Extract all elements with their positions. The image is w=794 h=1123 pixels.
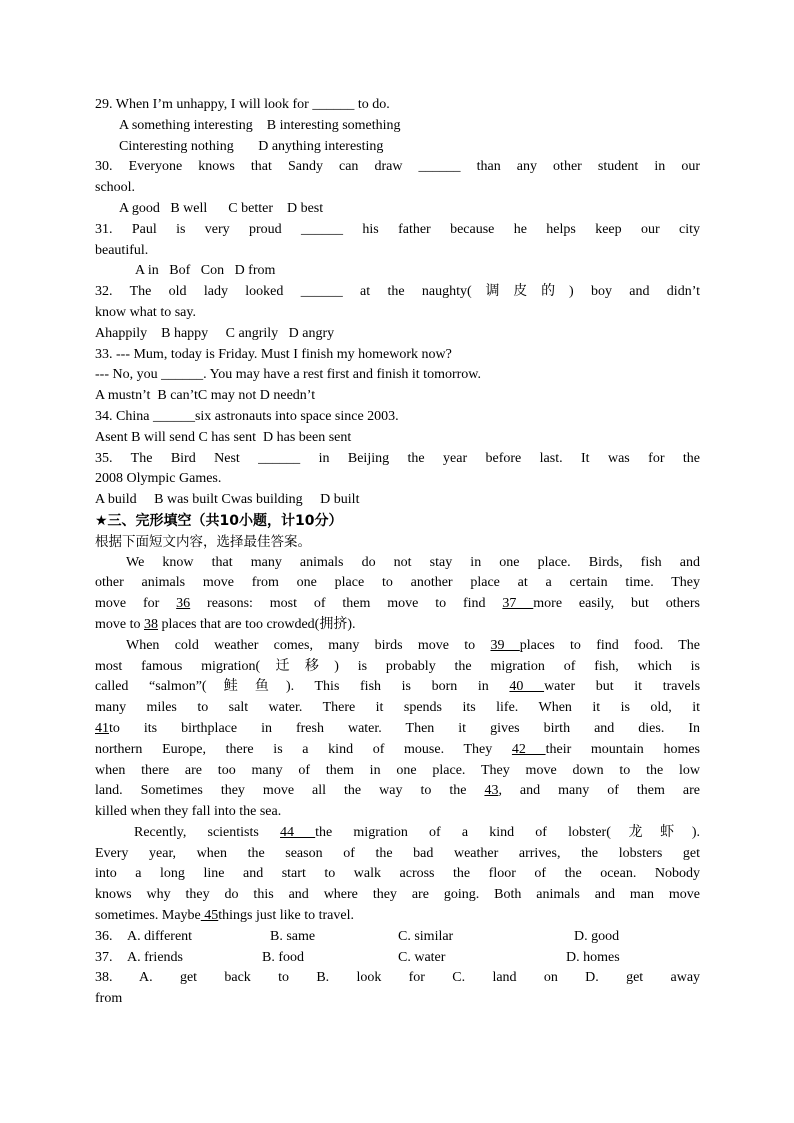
section-instruction: 根据下面短文内容，选择最佳答案。 xyxy=(95,533,311,550)
blank-42: 42 xyxy=(511,741,546,757)
q35-options: A build B was built Cwas building D built xyxy=(95,492,360,508)
q33-stem-1: 33. --- Mum, today is Friday. Must I finish my homework now? xyxy=(95,346,452,362)
blank-41: 41 xyxy=(95,720,109,736)
section-title: ★三、完形填空（共10小题，计10分） xyxy=(95,512,343,529)
q31-stem-1: 31. Paul is very proud ______ his father because he helps keep our city xyxy=(95,221,700,237)
q30-options: A good B well C better D best xyxy=(119,200,324,216)
passage-p3-line2: Every year, when the season of the bad weather arrives, the lobsters get xyxy=(95,845,700,861)
q32-stem-1: 32. The old lady looked ______ at the naughty(调皮的) boy and didn’t xyxy=(95,284,700,300)
q29-stem: 29. When I’m unhappy, I will look for ______ to do. xyxy=(95,97,390,112)
q30-stem-1: 30. Everyone knows that Sandy can draw ______ than any other student in our xyxy=(95,159,700,175)
exam-page xyxy=(95,95,700,1010)
q29-options-2: Cinteresting nothing D anything interesting xyxy=(119,138,384,154)
passage-p2-line7: when there are too many of them in one place. They move down to the low xyxy=(95,762,700,778)
blank-45: 45 xyxy=(200,908,219,924)
passage-p1-line2: other animals move from one place to another place at a certain time. They xyxy=(95,575,700,591)
q30-stem-2: school. xyxy=(95,180,136,196)
passage-p2-line6: northern Europe, there is a kind of mouse. They 42 their mountain homes xyxy=(95,741,700,757)
passage-p3-line1: Recently, scientists 44 the migration of a kind of lobster(龙虾). xyxy=(134,824,700,840)
blank-36: 36 xyxy=(176,596,191,612)
q35-stem-1: 35. The Bird Nest ______ in Beijing the year before last. It was for the xyxy=(95,450,700,466)
q34-options: Asent B will send C has sent D has been sent xyxy=(95,429,352,445)
passage-p2-line2: most famous migration(迁移) is probably the migration of fish, which is xyxy=(95,658,700,674)
answer-row-38: 38. A. get back to B. look for C. land on D. get away xyxy=(95,970,701,986)
passage-p2-line5: 41to its birthplace in fresh water. Then it gives birth and dies. In xyxy=(95,720,700,736)
passage-p3-line3: into a long line and start to walk across the floor of the ocean. Nobody xyxy=(95,866,700,882)
answer-row-37: 37. A. friends B. food C. water D. homes xyxy=(95,949,620,965)
passage-p3-line4: knows why they do this and where they are going. Both animals and man move xyxy=(95,887,700,903)
answer-row-38-cont: from xyxy=(95,991,123,1007)
q34-stem: 34. China ______six astronauts into space since 2003. xyxy=(95,408,399,424)
passage-p3-line5: sometimes. Maybe 45things just like to travel. xyxy=(95,908,354,924)
blank-39: 39 xyxy=(490,637,520,653)
q35-stem-2: 2008 Olympic Games. xyxy=(95,471,222,487)
blank-44: 44 xyxy=(280,824,316,840)
passage-p2-line8: land. Sometimes they move all the way to the 43, and many of them are xyxy=(95,783,700,799)
blank-40: 40 xyxy=(509,679,545,695)
q33-options: A mustn’t B can’tC may not D needn’t xyxy=(95,388,316,404)
q31-options: A in Bof Con D from xyxy=(135,263,276,279)
q31-stem-2: beautiful. xyxy=(95,242,149,258)
passage-p1-line3: move for 36 reasons: most of them move to find 37 more easily, but others xyxy=(95,596,700,612)
passage-p1-line1: We know that many animals do not stay in one place. Birds, fish and xyxy=(126,554,700,570)
passage-p2-line9: killed when they fall into the sea. xyxy=(95,804,282,820)
passage-p1-line4: move to 38 places that are too crowded(拥挤). xyxy=(95,616,356,632)
passage-p2-line3: called “salmon”(鲑鱼). This fish is born in 40 water but it travels xyxy=(95,679,701,695)
q29-options-1: A something interesting B interesting something xyxy=(119,117,401,133)
blank-43: 43 xyxy=(484,783,499,799)
blank-38: 38 xyxy=(144,616,158,632)
q32-options: Ahappily B happy C angrily D angry xyxy=(95,325,335,341)
q32-stem-2: know what to say. xyxy=(95,304,196,320)
q33-stem-2: --- No, you ______. You may have a rest first and finish it tomorrow. xyxy=(95,367,481,383)
passage-p2-line4: many miles to salt water. There it spends its life. When it is old, it xyxy=(95,700,700,716)
passage-p2-line1: When cold weather comes, many birds move to 39 places to find food. The xyxy=(126,637,700,653)
answer-row-36: 36. A. different B. same C. similar D. good xyxy=(95,928,620,944)
blank-37: 37 xyxy=(502,596,534,612)
